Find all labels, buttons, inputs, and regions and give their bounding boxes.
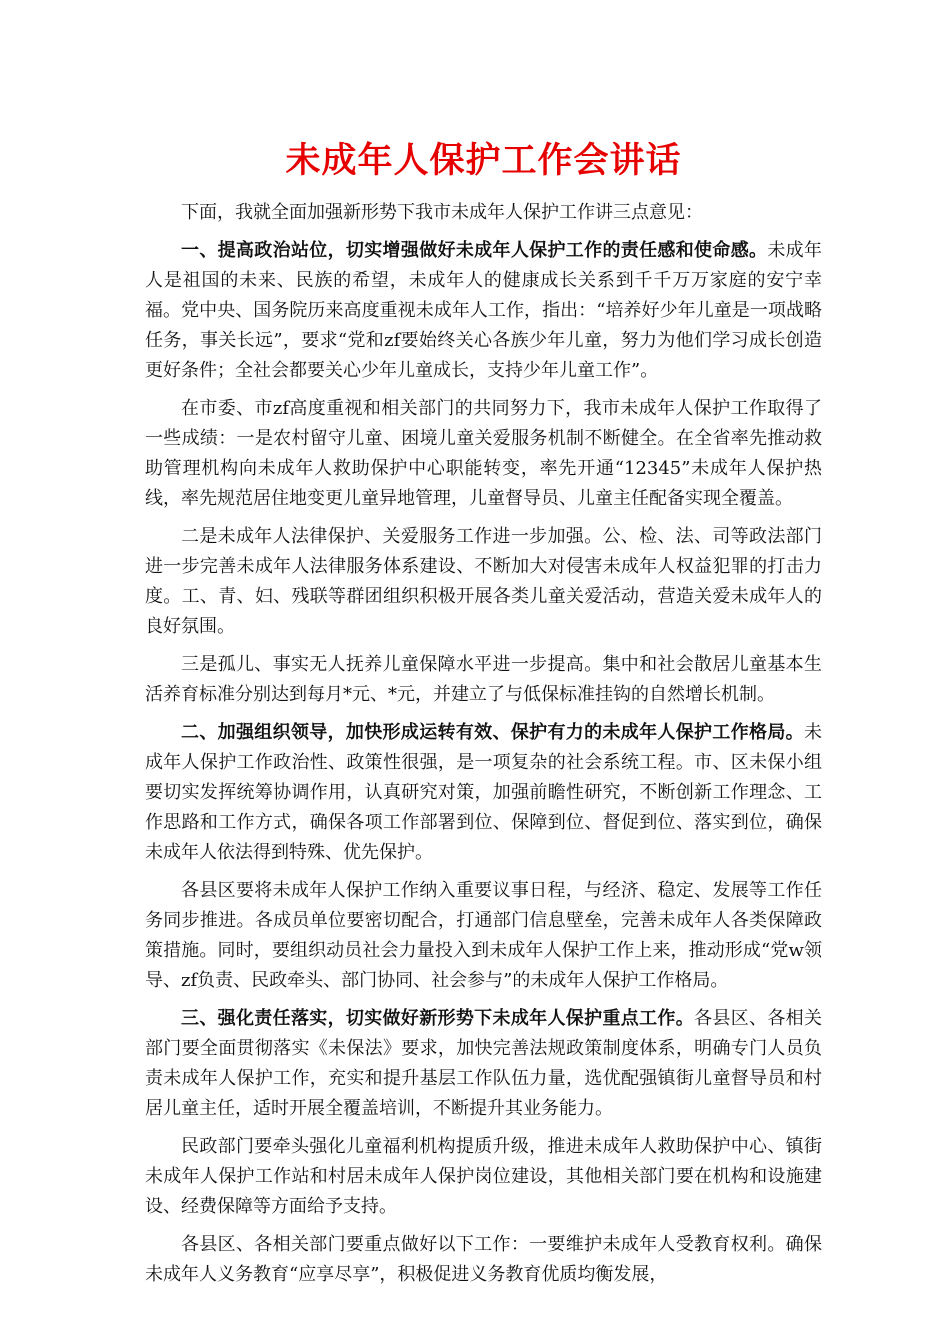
paragraph-civil-affairs — [145, 1132, 822, 1222]
paragraph-text: 未成年人是祖国的未来、民族的希望，未成年人的健康成长关系到千千万万家庭的安宁幸福。党中央、国务院历来高度重视未成年人工作，指出：“培养好少年儿童是一项战略任务，事关长远”，要求“党和zf要始终关心各族少年儿童，努力为他们学习成长创造更好条件；全社会都要关心少年儿童成长，支持少年儿童工作”。 — [145, 240, 823, 381]
paragraph-achievement-3 — [145, 650, 822, 710]
section-heading: 三、强化责任落实，切实做好新形势下未成年人保护重点工作。 — [181, 1008, 695, 1029]
paragraph-key-tasks — [145, 1230, 822, 1290]
paragraph-text: 未成年人保护工作政治性、政策性很强，是一项复杂的社会系统工程。市、区未保小组要切实发挥统筹协调作用，认真研究对策，加强前瞻性研究，不断创新工作理念、工作思路和工作方式，确保各项工作部署到位、保障到位、督促到位、落实到位，确保未成年人依法得到特殊、优先保护。 — [145, 722, 822, 863]
paragraph-intro — [145, 198, 822, 228]
paragraph-county-work — [145, 876, 822, 996]
paragraph-text: 民政部门要牵头强化儿童福利机构提质升级，推进未成年人救助保护中心、镇街未成年人保护工作站和村居未成年人保护岗位建设，其他相关部门要在机构和设施建设、经费保障等方面给予支持。 — [145, 1136, 822, 1217]
paragraph-text: 二是未成年人法律保护、关爱服务工作进一步加强。公、检、法、司等政法部门进一步完善未成年人法律服务体系建设、不断加大对侵害未成年人权益犯罪的打击力度。工、青、妇、残联等群团组织积极开展各类儿童关爱活动，营造关爱未成年人的良好氛围。 — [145, 526, 822, 637]
paragraph-section-1 — [145, 236, 822, 386]
paragraph-achievement-1 — [145, 394, 822, 514]
section-heading: 一、提高政治站位，切实增强做好未成年人保护工作的责任感和使命感。 — [181, 240, 768, 261]
paragraph-text: 各县区要将未成年人保护工作纳入重要议事日程，与经济、稳定、发展等工作任务同步推进。各成员单位要密切配合，打通部门信息壁垒，完善未成年人各类保障政策措施。同时，要组织动员社会力量投入到未成年人保护工作上来，推动形成“党w领导、zf负责、民政牵头、部门协同、社会参与”的未成年人保护工作格局。 — [145, 880, 822, 991]
paragraph-text: 三是孤儿、事实无人抚养儿童保障水平进一步提高。集中和社会散居儿童基本生活养育标准分别达到每月*元、*元，并建立了与低保标准挂钩的自然增长机制。 — [145, 654, 822, 705]
paragraph-text: 在市委、市zf高度重视和相关部门的共同努力下，我市未成年人保护工作取得了一些成绩：一是农村留守儿童、困境儿童关爱服务机制不断健全。在全省率先推动救助管理机构向未成年人救助保护中心职能转变，率先开通“12345”未成年人保护热线，率先规范居住地变更儿童异地管理，儿童督导员、儿童主任配备实现全覆盖。 — [145, 398, 822, 509]
paragraph-text: 下面，我就全面加强新形势下我市未成年人保护工作讲三点意见： — [181, 202, 703, 223]
paragraph-text: 各县区、各相关部门要重点做好以下工作：一要维护未成年人受教育权利。确保未成年人义务教育“应享尽享”，积极促进义务教育优质均衡发展， — [145, 1234, 822, 1285]
document-title: 未成年人保护工作会讲话 — [285, 140, 682, 181]
paragraph-achievement-2 — [145, 522, 822, 642]
paragraph-section-2 — [145, 718, 822, 868]
section-heading: 二、加强组织领导，加快形成运转有效、保护有力的未成年人保护工作格局。 — [181, 722, 804, 743]
paragraph-text: 各县区、各相关部门要全面贯彻落实《未保法》要求，加快完善法规政策制度体系，明确专门人员负责未成年人保护工作，充实和提升基层工作队伍力量，选优配强镇街儿童督导员和村居儿童主任，适时开展全覆盖培训，不断提升其业务能力。 — [145, 1008, 823, 1119]
paragraph-section-3 — [145, 1004, 822, 1124]
